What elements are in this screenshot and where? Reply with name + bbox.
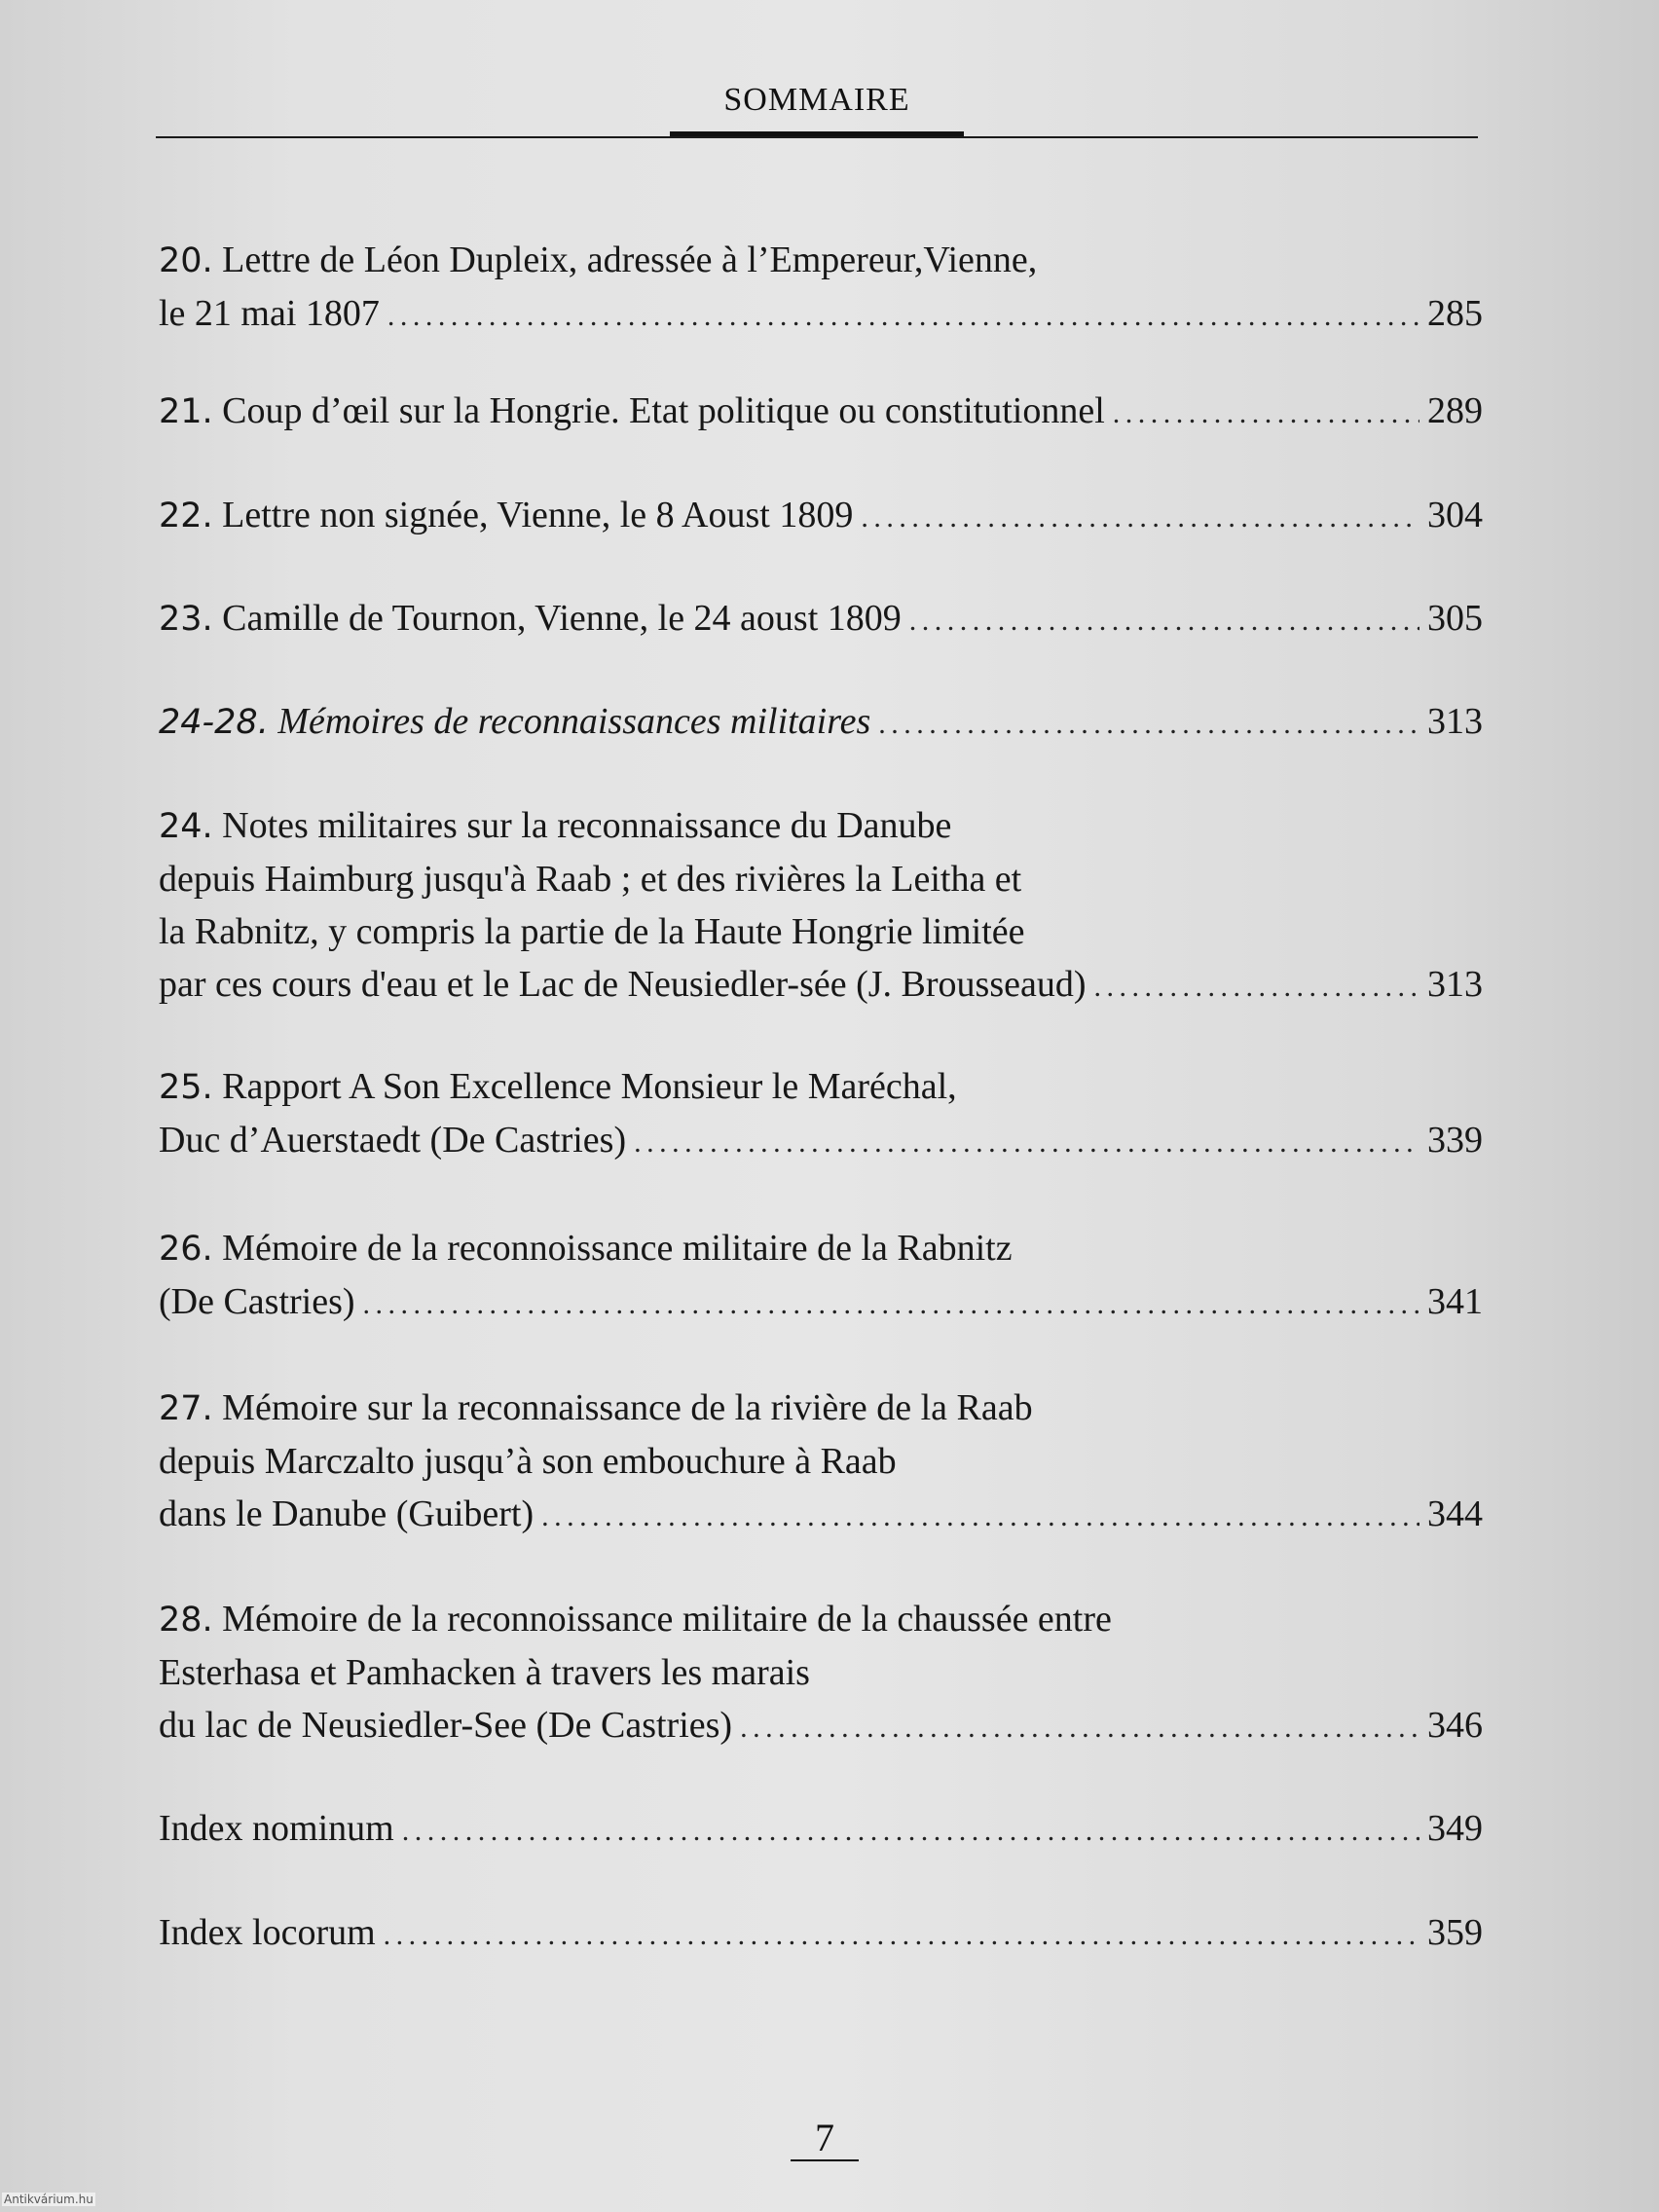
dot-leader <box>1113 387 1419 440</box>
toc-entry-page: 285 <box>1427 293 1483 334</box>
toc-entry-last-line <box>159 592 1483 647</box>
toc-entry <box>159 1802 1483 1858</box>
toc-entry-last-line <box>159 695 1483 751</box>
dot-leader <box>402 1805 1419 1858</box>
toc-entry-number: 28. <box>159 1601 213 1640</box>
toc-entry-number: 24-28. <box>159 703 269 742</box>
toc-entry-last-line <box>159 287 1483 343</box>
dot-leader <box>384 1909 1419 1962</box>
toc-entry-last-line <box>159 958 1483 1014</box>
toc-entry-last-line <box>159 1488 1483 1543</box>
toc-entry-title: Coup d’œil sur la Hongrie. Etat politique ou constitutionnel <box>222 390 1105 431</box>
toc-entry-title: Lettre de Léon Dupleix, adressée à l’Empereur,Vienne, <box>222 240 1038 280</box>
toc-entry-number: 23. <box>159 600 213 639</box>
toc-entry <box>159 1593 1483 1754</box>
toc-entry-number: 20. <box>159 241 213 280</box>
toc-entry-page: 349 <box>1427 1808 1483 1849</box>
toc-entry-number: 25. <box>159 1068 213 1107</box>
toc-entry <box>159 1222 1483 1331</box>
toc-entry-title: (De Castries) <box>159 1281 355 1322</box>
toc-entry-number: 26. <box>159 1230 213 1269</box>
dot-leader <box>387 290 1419 343</box>
toc-entry <box>159 1382 1483 1543</box>
toc-entry-last-line <box>159 1699 1483 1754</box>
toc-entry <box>159 234 1483 343</box>
page-number: 7 <box>791 2117 859 2161</box>
toc-entry-title: par ces cours d'eau et le Lac de Neusiedler-sée (J. Brousseaud) <box>159 964 1087 1005</box>
toc-entry-title: du lac de Neusiedler-See (De Castries) <box>159 1705 733 1746</box>
toc-entry-last-line <box>159 489 1483 544</box>
toc-entry-line <box>159 1382 1483 1435</box>
toc-entry-title: Mémoires de reconnaissances militaires <box>277 701 871 742</box>
toc-entry-line <box>159 1222 1483 1275</box>
toc-entry <box>159 489 1483 544</box>
dot-leader <box>1094 961 1419 1014</box>
toc-entry-page: 339 <box>1427 1120 1483 1161</box>
dot-leader <box>740 1702 1419 1754</box>
toc-entry <box>159 385 1483 440</box>
toc-entry <box>159 1060 1483 1169</box>
toc-entry-title: dans le Danube (Guibert) <box>159 1493 535 1534</box>
header-rule <box>156 136 1478 138</box>
toc-entry-title: Mémoire sur la reconnaissance de la rivière de la Raab <box>222 1387 1033 1428</box>
toc-entry-line <box>159 1593 1483 1646</box>
toc-entry-number: 21. <box>159 392 213 431</box>
dot-leader <box>878 698 1419 751</box>
toc-entry-title: Rapport A Son Excellence Monsieur le Maréchal, <box>222 1066 957 1107</box>
toc-entry-title: Mémoire de la reconnoissance militaire de la chaussée entre <box>222 1599 1112 1640</box>
toc-entry-title: Index locorum <box>159 1912 376 1953</box>
toc-entry-title: Lettre non signée, Vienne, le 8 Aoust 1809 <box>222 495 854 535</box>
dot-leader <box>861 492 1419 544</box>
toc-entry-line <box>159 853 1483 905</box>
toc-entry-title: depuis Marczalto jusqu’à son embouchure à Raab <box>159 1441 897 1482</box>
toc-entry-page: 304 <box>1427 495 1483 535</box>
toc-entry-page: 359 <box>1427 1912 1483 1953</box>
toc-entry-number: 27. <box>159 1389 213 1428</box>
toc-entry-title: la Rabnitz, y compris la partie de la Haute Hongrie limitée <box>159 911 1025 952</box>
toc-entry-title: Camille de Tournon, Vienne, le 24 aoust 1809 <box>222 598 902 639</box>
dot-leader <box>363 1278 1419 1331</box>
toc-entry-page: 346 <box>1427 1705 1483 1746</box>
watermark: Antikvárium.hu <box>4 2193 93 2206</box>
toc-entry <box>159 695 1483 751</box>
toc-entry-page: 313 <box>1427 701 1483 742</box>
toc-entry <box>159 1906 1483 1962</box>
toc-entry-line <box>159 1646 1483 1699</box>
toc-entry <box>159 799 1483 1014</box>
running-title: SOMMAIRE <box>723 82 910 118</box>
toc-entry <box>159 592 1483 647</box>
toc-entry-title: Duc d’Auerstaedt (De Castries) <box>159 1120 627 1161</box>
toc-entry-last-line <box>159 1802 1483 1858</box>
toc-entry-title: Esterhasa et Pamhacken à travers les marais <box>159 1652 810 1693</box>
toc-entry-title: Mémoire de la reconnoissance militaire de la Rabnitz <box>222 1228 1013 1269</box>
toc-entry-page: 313 <box>1427 964 1483 1005</box>
toc-entry-last-line <box>159 1906 1483 1962</box>
dot-leader <box>909 595 1419 647</box>
toc-entry-page: 289 <box>1427 390 1483 431</box>
toc-entry-line <box>159 905 1483 958</box>
toc-entry-line <box>159 234 1483 287</box>
toc-entry-title: Notes militaires sur la reconnaissance du Danube <box>222 805 952 846</box>
dot-leader <box>634 1117 1419 1169</box>
toc-entry-last-line <box>159 1275 1483 1331</box>
toc-entry-page: 344 <box>1427 1493 1483 1534</box>
toc-entry-title: Index nominum <box>159 1808 394 1849</box>
toc-entry-last-line <box>159 385 1483 440</box>
dot-leader <box>541 1491 1419 1543</box>
toc-entry-line <box>159 799 1483 853</box>
toc-entry-last-line <box>159 1114 1483 1169</box>
toc-entry-number: 24. <box>159 807 213 846</box>
toc-entry-page: 341 <box>1427 1281 1483 1322</box>
toc-entry-line <box>159 1060 1483 1114</box>
toc-entry-page: 305 <box>1427 598 1483 639</box>
toc-entry-title: depuis Haimburg jusqu'à Raab ; et des rivières la Leitha et <box>159 859 1022 900</box>
toc-entry-line <box>159 1435 1483 1488</box>
toc-entry-title: le 21 mai 1807 <box>159 293 380 334</box>
toc-entry-number: 22. <box>159 497 213 535</box>
